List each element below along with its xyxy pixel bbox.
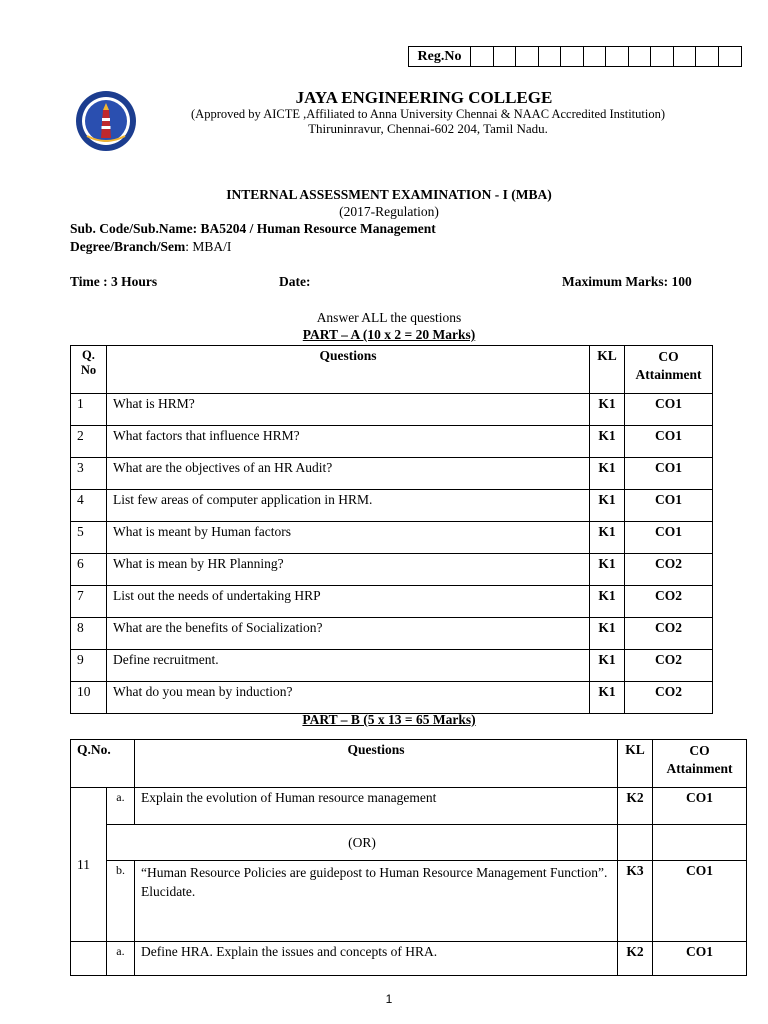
part-b-table [70,739,747,976]
question-number: 11 [71,788,107,942]
question-text: What is mean by HR Planning? [106,554,589,586]
table-row [71,426,713,458]
reg-no-cell[interactable] [696,47,719,66]
question-kl: K1 [590,554,625,586]
co-header: CO Attainment [624,346,712,394]
table-row [71,650,713,682]
question-number: 5 [71,522,107,554]
page-number: 1 [385,992,393,1006]
question-kl: K1 [590,490,625,522]
reg-no-cell[interactable] [719,47,742,66]
option-label: b. [106,861,134,942]
subject-line: Sub. Code/Sub.Name: BA5204 / Human Resource Management [70,221,436,236]
part-a-heading: PART – A (10 x 2 = 20 Marks) [302,327,476,342]
table-row [71,522,713,554]
question-text: What are the benefits of Socialization? [106,618,589,650]
question-co: CO2 [624,682,712,714]
question-co: CO1 [624,522,712,554]
reg-no-cell[interactable] [516,47,539,66]
table-row [71,942,747,976]
question-kl: K1 [590,586,625,618]
table-row [71,618,713,650]
question-text: List few areas of computer application in HRM. [106,490,589,522]
question-co: CO1 [624,490,712,522]
table-header-row [71,740,747,788]
question-co: CO1 [624,426,712,458]
part-b-heading: PART – B (5 x 13 = 65 Marks) [302,712,476,727]
co-header: CO Attainment [653,740,747,788]
question-text: Define recruitment. [106,650,589,682]
reg-no-cell[interactable] [494,47,517,66]
kl-header: KL [590,346,625,394]
questions-header: Questions [106,346,589,394]
question-number: 1 [71,394,107,426]
question-text: “Human Resource Policies are guidepost to Human Resource Management Function”. Elucidate. [134,861,617,942]
question-co: CO2 [624,554,712,586]
empty-cell [618,825,653,861]
question-co: CO1 [624,458,712,490]
question-text: What are the objectives of an HR Audit? [106,458,589,490]
question-kl: K1 [590,618,625,650]
question-number: 7 [71,586,107,618]
question-co: CO1 [653,861,747,942]
question-kl: K2 [618,942,653,976]
table-row [71,682,713,714]
question-text: What factors that influence HRM? [106,426,589,458]
question-text: List out the needs of undertaking HRP [106,586,589,618]
question-kl: K1 [590,682,625,714]
degree-label: Degree/Branch/Sem [70,239,186,254]
question-co: CO1 [653,788,747,825]
exam-title: INTERNAL ASSESSMENT EXAMINATION - I (MBA) [226,187,552,202]
table-row [71,825,747,861]
max-marks-label: Maximum Marks: 100 [562,274,692,289]
option-label: a. [106,942,134,976]
reg-no-cell[interactable] [606,47,629,66]
question-co: CO1 [624,394,712,426]
reg-no-box [408,46,742,67]
question-kl: K3 [618,861,653,942]
college-name: JAYA ENGINEERING COLLEGE [295,88,553,107]
table-row [71,394,713,426]
question-co: CO2 [624,618,712,650]
reg-no-label: Reg.No [409,47,471,66]
exam-regulation: (2017-Regulation) [339,204,439,219]
college-address: Thiruninravur, Chennai-602 204, Tamil Nadu. [308,121,548,136]
reg-no-cell[interactable] [539,47,562,66]
question-text: Explain the evolution of Human resource management [134,788,617,825]
reg-no-cell[interactable] [629,47,652,66]
time-label: Time : 3 Hours [70,274,158,289]
questions-header: Questions [134,740,617,788]
kl-header: KL [618,740,653,788]
table-row [71,554,713,586]
empty-cell [653,825,747,861]
table-header-row [71,346,713,394]
degree-value: : MBA/I [185,239,232,254]
empty-cell [71,942,107,976]
reg-no-cell[interactable] [674,47,697,66]
question-number: 8 [71,618,107,650]
question-co: CO2 [624,650,712,682]
question-co: CO2 [624,586,712,618]
question-number: 6 [71,554,107,586]
question-text: What is meant by Human factors [106,522,589,554]
question-kl: K1 [590,650,625,682]
question-kl: K1 [590,458,625,490]
college-approval: (Approved by AICTE ,Affiliated to Anna University Chennai & NAAC Accredited Institution) [191,107,665,121]
question-text: Define HRA. Explain the issues and concepts of HRA. [134,942,617,976]
question-kl: K1 [590,394,625,426]
qno-header: Q. No [71,346,107,394]
question-kl: K1 [590,522,625,554]
reg-no-cell[interactable] [584,47,607,66]
or-separator: (OR) [106,825,617,861]
degree-line [70,239,231,255]
qno-header: Q.No. [71,740,135,788]
table-row [71,788,747,825]
reg-no-cell[interactable] [561,47,584,66]
question-number: 3 [71,458,107,490]
question-kl: K2 [618,788,653,825]
question-number: 10 [71,682,107,714]
table-row [71,490,713,522]
question-number: 4 [71,490,107,522]
option-label: a. [106,788,134,825]
table-row [71,458,713,490]
question-number: 2 [71,426,107,458]
question-text: What is HRM? [106,394,589,426]
question-kl: K1 [590,426,625,458]
table-row [71,586,713,618]
reg-no-cell[interactable] [651,47,674,66]
question-number: 9 [71,650,107,682]
reg-no-cell[interactable] [471,47,494,66]
question-co: CO1 [653,942,747,976]
instruction: Answer ALL the questions [316,310,462,325]
question-text: What do you mean by induction? [106,682,589,714]
table-row [71,861,747,942]
part-a-table [70,345,713,714]
date-label: Date: [279,274,311,289]
